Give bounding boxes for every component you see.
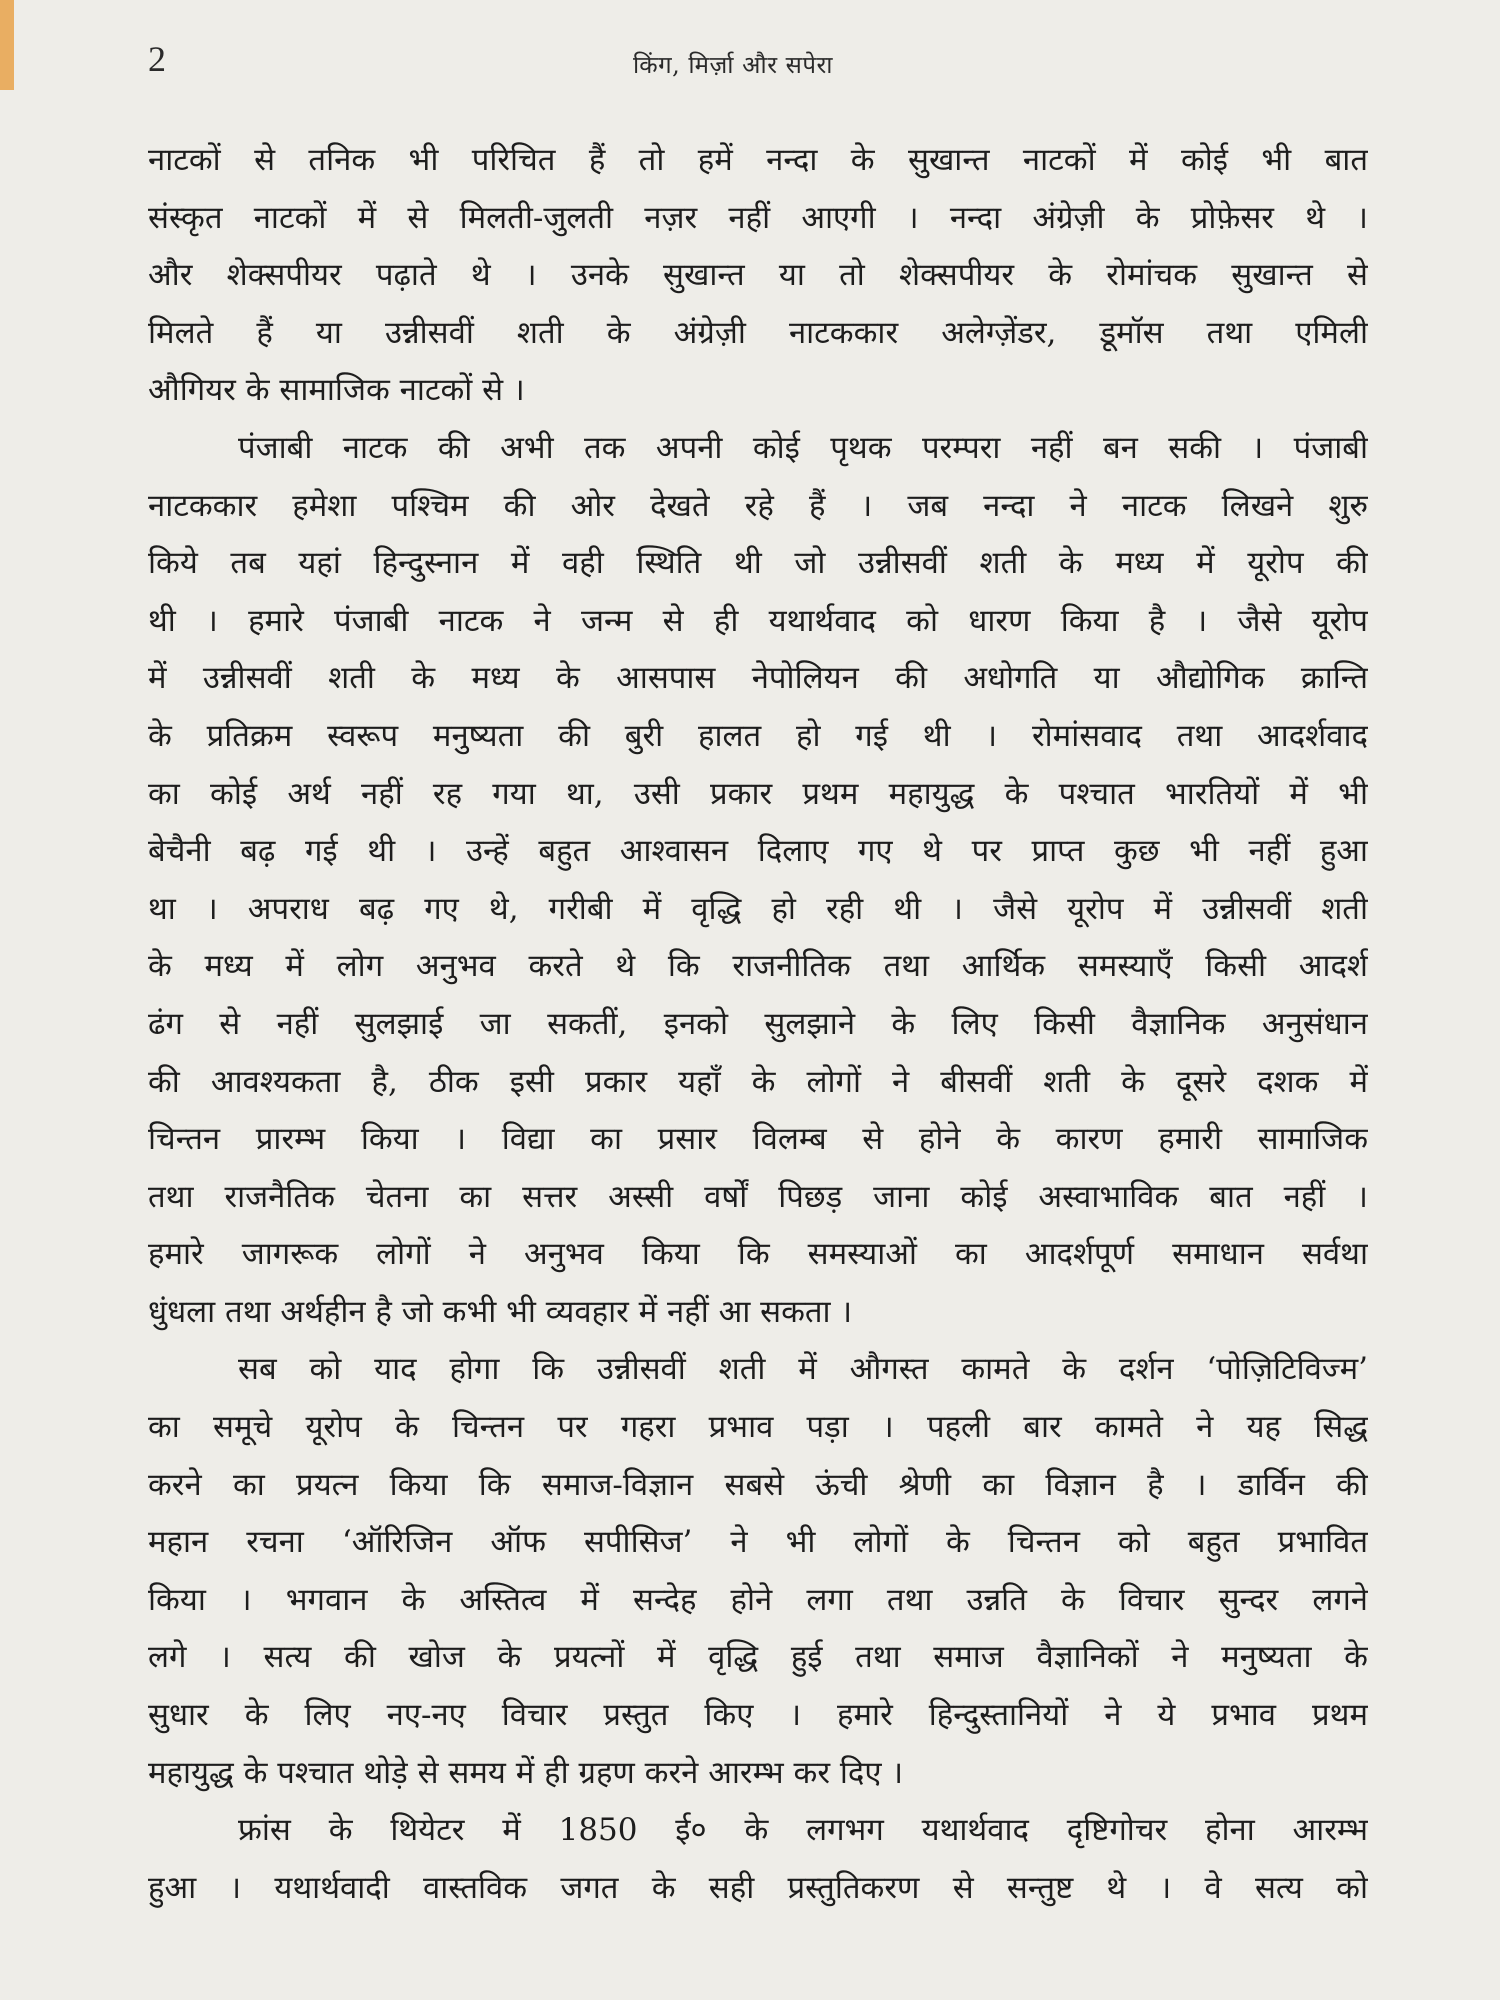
text-line: बेचैनी बढ़ गई थी । उन्हें बहुत आश्वासन दिलाए गए थे पर प्राप्त कुछ भी नहीं हुआ <box>148 833 1368 870</box>
text-line: संस्कृत नाटकों में से मिलती-जुलती नज़र नहीं आएगी । नन्दा अंग्रेज़ी के प्रोफ़ेसर थे । <box>148 199 1368 236</box>
text-line: महान रचना ‘ऑरिजिन ऑफ सपीसिज’ ने भी लोगों के चिन्तन को बहुत प्रभावित <box>148 1524 1368 1561</box>
text-line: करने का प्रयत्न किया कि समाज-विज्ञान सबसे ऊंची श्रेणी का विज्ञान है । डार्विन की <box>148 1466 1368 1503</box>
text-line: था । अपराध बढ़ गए थे, गरीबी में वृद्धि हो रही थी । जैसे यूरोप में उन्नीसवीं शती <box>148 890 1368 927</box>
book-title: किंग, मिर्ज़ा और सपेरा <box>633 51 834 79</box>
paragraph-end-line: महायुद्ध के पश्चात थोड़े से समय में ही ग्रहण करने आरम्भ कर दिए । <box>148 1754 904 1791</box>
text-line: थी । हमारे पंजाबी नाटक ने जन्म से ही यथार्थवाद को धारण किया है । जैसे यूरोप <box>148 602 1368 639</box>
text-line: के मध्य में लोग अनुभव करते थे कि राजनीतिक तथा आर्थिक समस्याएँ किसी आदर्श <box>148 948 1368 985</box>
paragraph-start-line: सब को याद होगा कि उन्नीसवीं शती में औगस्त कामते के दर्शन ‘पोज़िटिविज्म’ <box>238 1351 1368 1388</box>
paragraph-end-line: धुंधला तथा अर्थहीन है जो कभी भी व्यवहार में नहीं आ सकता । <box>148 1293 853 1330</box>
text-line: हमारे जागरूक लोगों ने अनुभव किया कि समस्याओं का आदर्शपूर्ण समाधान सर्वथा <box>148 1236 1368 1273</box>
text-line: और शेक्सपीयर पढ़ाते थे । उनके सुखान्त या तो शेक्सपीयर के रोमांचक सुखान्त से <box>148 257 1368 294</box>
page-edge-strip <box>0 0 14 90</box>
body-text <box>148 132 1368 1917</box>
text-line: सुधार के लिए नए-नए विचार प्रस्तुत किए । हमारे हिन्दुस्तानियों ने ये प्रभाव प्रथम <box>148 1697 1368 1734</box>
text-line: नाटककार हमेशा पश्चिम की ओर देखते रहे हैं । जब नन्दा ने नाटक लिखने शुरु <box>148 487 1368 524</box>
page-number: 2 <box>148 39 166 79</box>
text-line: तथा राजनैतिक चेतना का सत्तर अस्सी वर्षों पिछड़ जाना कोई अस्वाभाविक बात नहीं । <box>148 1178 1368 1215</box>
text-line: मिलते हैं या उन्नीसवीं शती के अंग्रेज़ी नाटककार अलेग्ज़ेंडर, डूमॉस तथा एमिली <box>148 314 1368 351</box>
text-line: लगे । सत्य की खोज के प्रयत्नों में वृद्धि हुई तथा समाज वैज्ञानिकों ने मनुष्यता के <box>148 1639 1368 1676</box>
text-line: के प्रतिक्रम स्वरूप मनुष्यता की बुरी हालत हो गई थी । रोमांसवाद तथा आदर्शवाद <box>148 717 1368 754</box>
paragraph-start-line: पंजाबी नाटक की अभी तक अपनी कोई पृथक परम्परा नहीं बन सकी । पंजाबी <box>238 429 1368 466</box>
running-header <box>148 38 1368 98</box>
text-line: का समूचे यूरोप के चिन्तन पर गहरा प्रभाव पड़ा । पहली बार कामते ने यह सिद्ध <box>148 1409 1368 1446</box>
paragraph-end-line: औगियर के सामाजिक नाटकों से । <box>148 372 525 409</box>
text-line: किये तब यहां हिन्दुस्नान में वही स्थिति थी जो उन्नीसवीं शती के मध्य में यूरोप की <box>148 545 1368 582</box>
text-line: में उन्नीसवीं शती के मध्य के आसपास नेपोलियन की अधोगति या औद्योगिक क्रान्ति <box>148 660 1368 697</box>
text-line: नाटकों से तनिक भी परिचित हैं तो हमें नन्दा के सुखान्त नाटकों में कोई भी बात <box>148 142 1368 178</box>
text-line: की आवश्यकता है, ठीक इसी प्रकार यहाँ के लोगों ने बीसवीं शती के दूसरे दशक में <box>148 1063 1368 1100</box>
text-line: का कोई अर्थ नहीं रह गया था, उसी प्रकार प्रथम महायुद्ध के पश्चात भारतियों में भी <box>148 775 1368 812</box>
text-line: किया । भगवान के अस्तित्व में सन्देह होने लगा तथा उन्नति के विचार सुन्दर लगने <box>148 1581 1368 1618</box>
text-line: चिन्तन प्रारम्भ किया । विद्या का प्रसार विलम्ब से होने के कारण हमारी सामाजिक <box>148 1121 1368 1158</box>
paragraph-start-line: फ्रांस के थियेटर में 1850 ई० के लगभग यथार्थवाद दृष्टिगोचर होना आरम्भ <box>238 1812 1368 1849</box>
text-line: हुआ । यथार्थवादी वास्तविक जगत के सही प्रस्तुतिकरण से सन्तुष्ट थे । वे सत्य को <box>148 1869 1368 1906</box>
text-line: ढंग से नहीं सुलझाई जा सकतीं, इनको सुलझाने के लिए किसी वैज्ञानिक अनुसंधान <box>148 1005 1368 1042</box>
